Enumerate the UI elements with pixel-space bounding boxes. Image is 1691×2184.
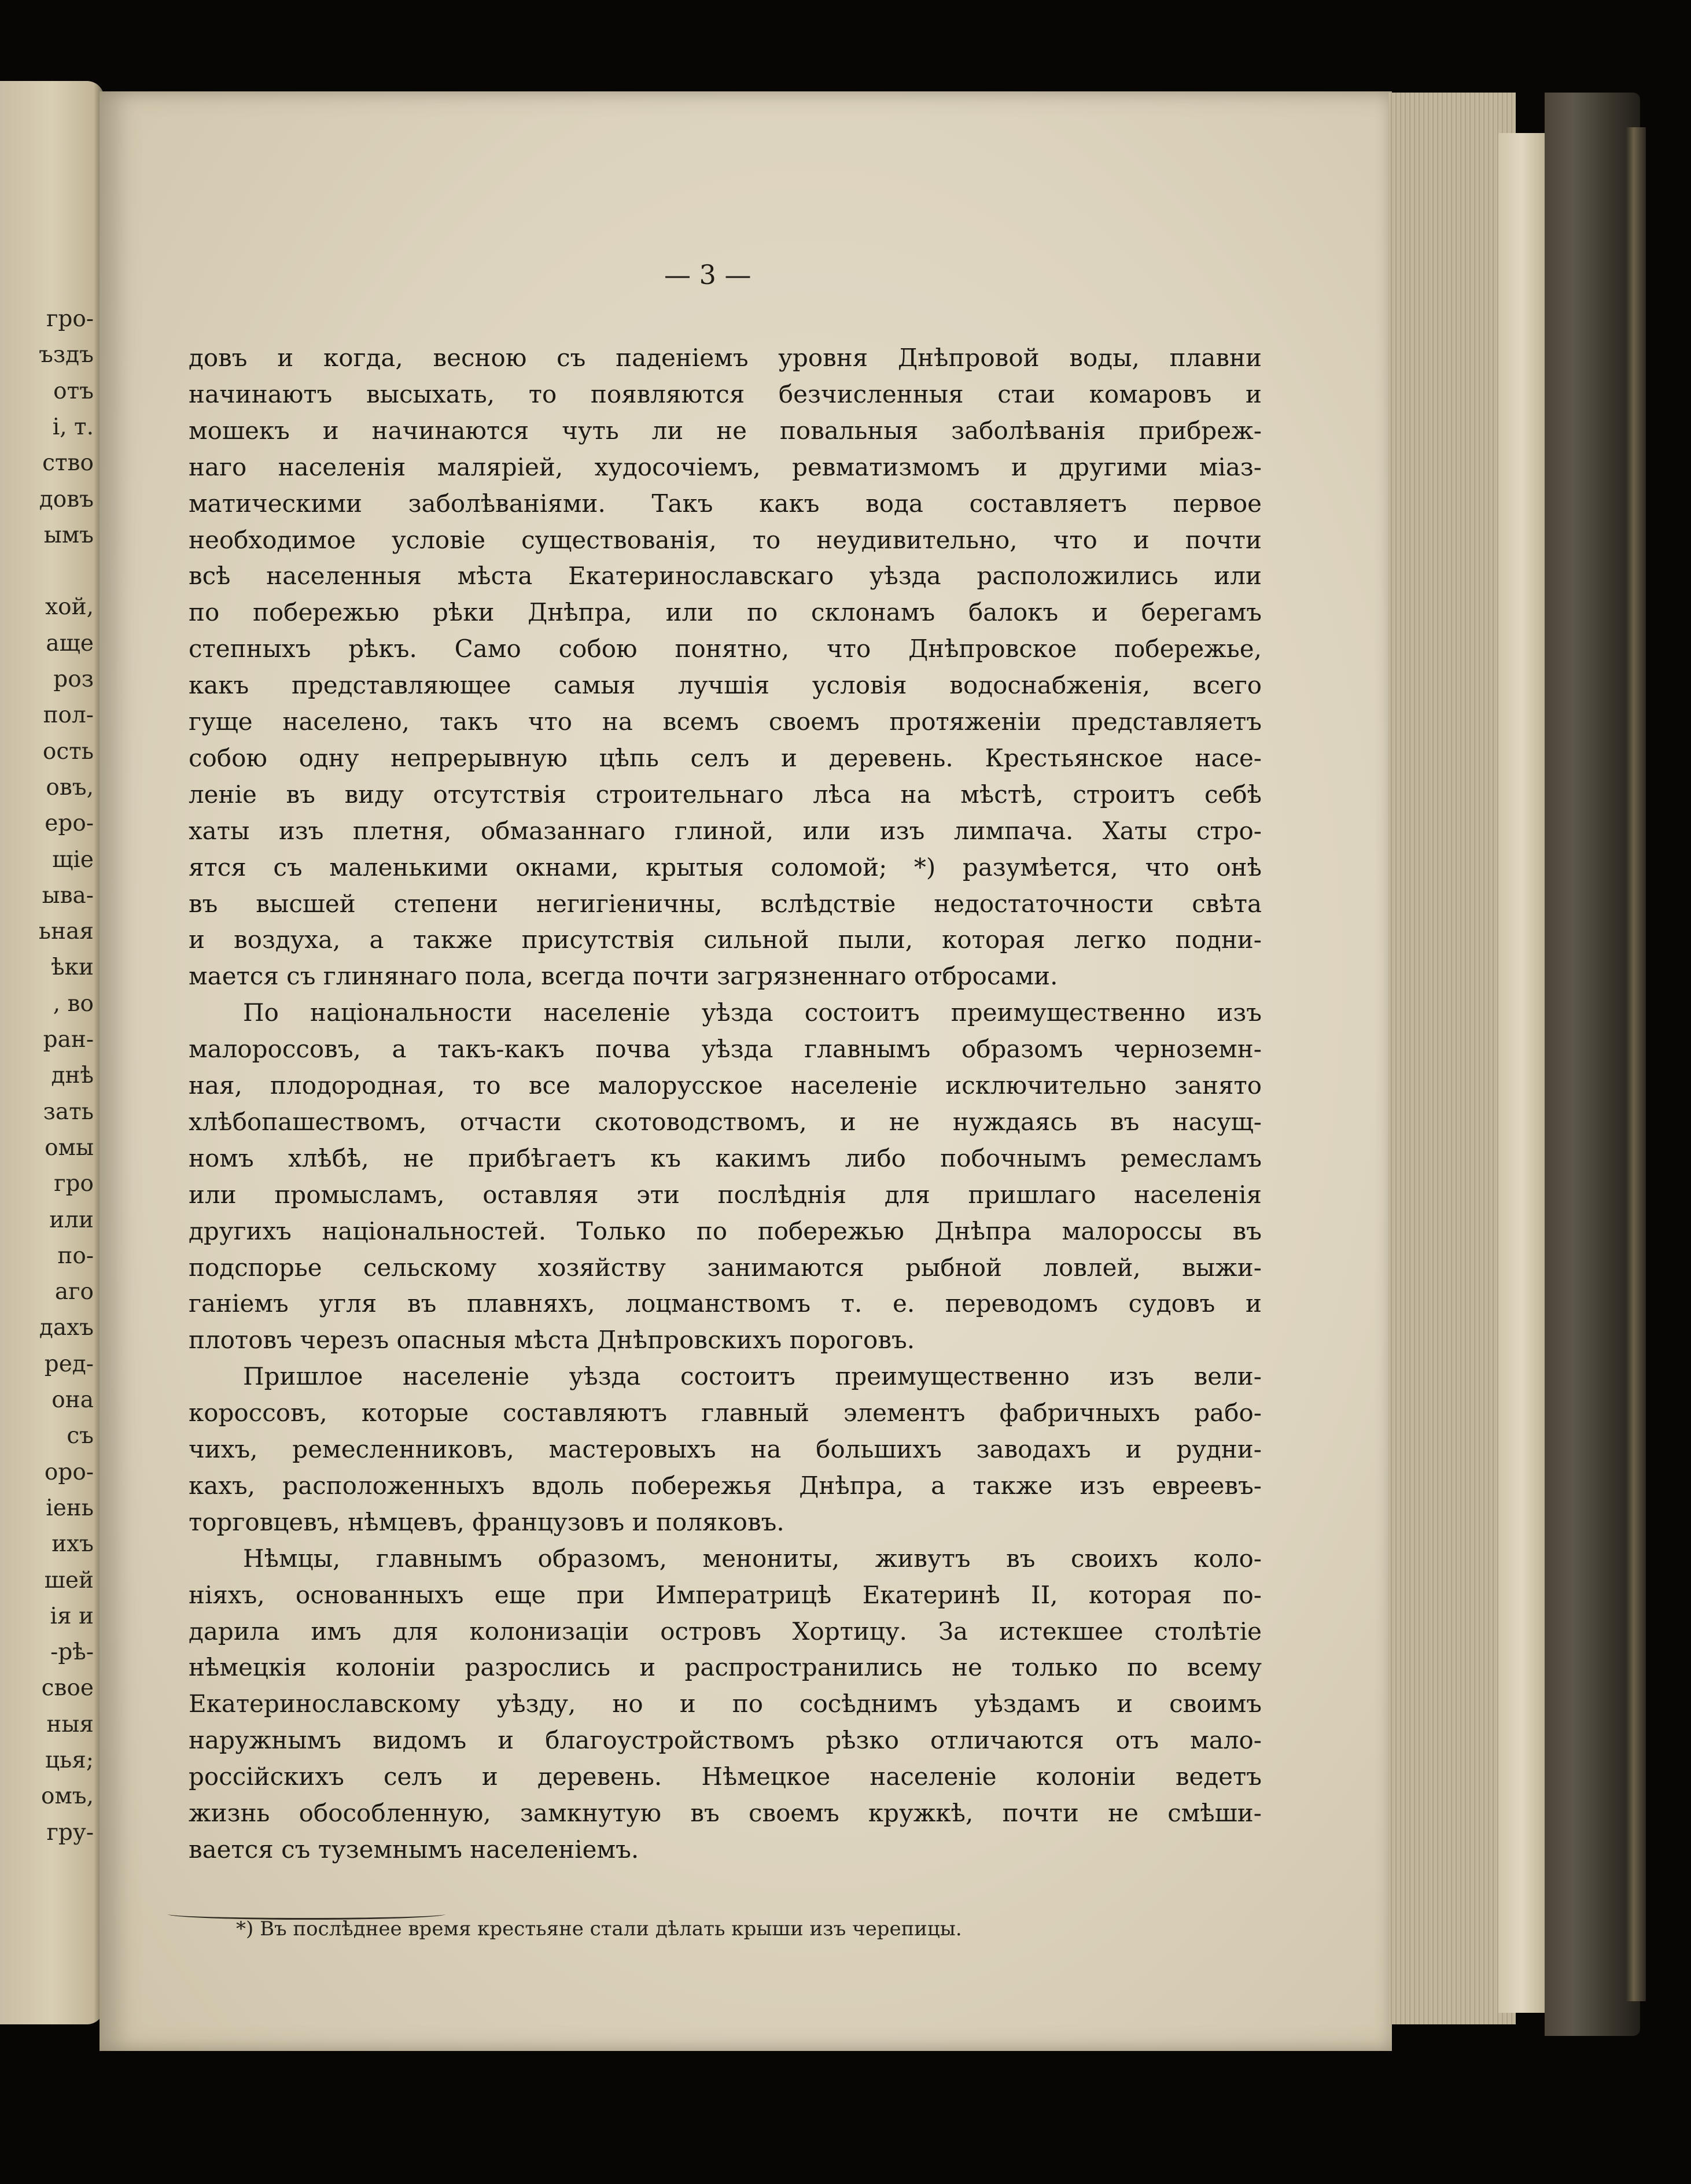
left-page-line: свое (41, 1675, 94, 1702)
text-line: гуще населено, такъ что на всемъ своемъ протяженіи представляетъ (189, 707, 1262, 736)
text-line: въ высшей степени негигіеничны, вслѣдствіе недостаточности свѣта (189, 889, 1262, 918)
left-page-line: по- (57, 1242, 94, 1269)
left-page-line: омы (45, 1134, 94, 1161)
left-page-line: оро- (44, 1459, 94, 1485)
text-line: плотовъ черезъ опасныя мѣста Днѣпровскихъ пороговъ. (189, 1326, 915, 1355)
left-page-line: зать (43, 1098, 94, 1125)
text-line: хаты изъ плетня, обмазаннаго глиной, или изъ лимпача. Хаты стро- (189, 816, 1262, 845)
text-line: Екатеринославскому уѣзду, но и по сосѣднимъ уѣздамъ и своимъ (189, 1689, 1262, 1718)
text-line: другихъ національностей. Только по побережью Днѣпра малороссы въ (189, 1216, 1262, 1245)
left-page-line: овъ, (46, 774, 94, 800)
left-page-line: іень (46, 1495, 94, 1521)
text-line: всѣ населенныя мѣста Екатеринославскаго уѣзда расположились или (189, 562, 1262, 591)
left-page-line: довъ (39, 486, 94, 512)
text-line: матическими заболѣваніями. Такъ какъ вода составляетъ первое (189, 489, 1262, 518)
left-page-line: съ (67, 1423, 94, 1449)
text-line: жизнь обособленную, замкнутую въ своемъ кружкѣ, почти не смѣши- (189, 1799, 1262, 1827)
left-page-line: ость (42, 738, 94, 765)
text-line: чихъ, ремесленниковъ, мастеровыхъ на большихъ заводахъ и рудни- (189, 1435, 1262, 1463)
left-page-line: дахъ (39, 1315, 94, 1341)
left-page-line: ред- (44, 1351, 94, 1377)
text-line: нѣмецкія колоніи разрослись и распространились не только по всему (189, 1653, 1262, 1682)
footnote: *) Въ послѣднее время крестьяне стали дѣлать крыши изъ черепицы. (236, 1917, 962, 1940)
left-page-line: ыва- (42, 882, 94, 909)
left-page-line: щіе (52, 846, 94, 873)
page-edge-strip (1498, 133, 1545, 2013)
left-page-line: аще (46, 630, 94, 656)
text-line: какъ представляющее самыя лучшія условія водоснабженія, всего (189, 671, 1262, 700)
left-page-line: ъздъ (39, 342, 94, 368)
left-page-line: ѣки (51, 954, 94, 981)
left-page-line: или (49, 1207, 94, 1233)
left-page-line: гро- (46, 306, 94, 332)
text-line: леніе въ виду отсутствія строительнаго лѣса на мѣстѣ, строитъ себѣ (189, 780, 1262, 809)
text-line: довъ и когда, весною съ паденіемъ уровня Днѣпровой воды, плавни (189, 344, 1262, 372)
left-page-line: хой, (45, 594, 94, 621)
left-page-line: днѣ (51, 1063, 94, 1089)
text-line: наго населенія маляріей, худосочіемъ, ревматизмомъ и другими міаз- (189, 452, 1262, 481)
text-line: торговцевъ, нѣмцевъ, французовъ и поляковъ. (189, 1507, 784, 1536)
text-line: кахъ, расположенныхъ вдоль побережья Днѣпра, а также изъ евреевъ- (189, 1471, 1262, 1500)
left-page-line: еро- (45, 810, 94, 837)
left-page-line: гру- (46, 1819, 94, 1846)
left-page-line: шей (44, 1567, 94, 1593)
text-line: степныхъ рѣкъ. Само собою понятно, что Днѣпровское побережье, (189, 634, 1262, 663)
text-line: необходимое условіе существованія, то неудивительно, что и почти (189, 525, 1262, 554)
text-line: собою одну непрерывную цѣпь селъ и деревень. Крестьянское насе- (189, 743, 1262, 772)
left-page-line: ихъ (51, 1531, 94, 1558)
text-line: короссовъ, которые составляютъ главный элементъ фабричныхъ рабо- (189, 1399, 1262, 1427)
left-page-line: она (51, 1387, 94, 1413)
left-page-line: ран- (43, 1027, 94, 1053)
book-cover-edge (1626, 127, 1646, 2001)
text-line: номъ хлѣбѣ, не прибѣгаетъ къ какимъ либо побочнымъ ремесламъ (189, 1143, 1262, 1172)
text-line: вается съ туземнымъ населеніемъ. (189, 1835, 639, 1864)
left-page-line: гро (54, 1171, 94, 1197)
text-line: мошекъ и начинаются чуть ли не повальныя заболѣванія прибреж- (189, 416, 1262, 445)
left-page-line: роз (53, 666, 94, 692)
left-page-line: ымъ (43, 522, 94, 548)
left-page-fragment (0, 81, 104, 2024)
left-page-line: і, т. (52, 414, 94, 440)
text-line: по побережью рѣки Днѣпра, или по склонамъ балокъ и берегамъ (189, 598, 1262, 627)
text-line: малороссовъ, а такъ-какъ почва уѣзда главнымъ образомъ черноземн- (189, 1035, 1262, 1064)
left-page-line: -рѣ- (50, 1639, 94, 1666)
text-line: мается съ глинянаго пола, всегда почти загрязненнаго отбросами. (189, 962, 1058, 991)
left-page-line: пол- (43, 702, 94, 729)
text-line: ганіемъ угля въ плавняхъ, лоцманствомъ т. е. переводомъ судовъ и (189, 1289, 1262, 1318)
text-line: и воздуха, а также присутствія сильной пыли, которая легко подни- (189, 925, 1262, 954)
text-line: наружнымъ видомъ и благоустройствомъ рѣзко отличаются отъ мало- (189, 1726, 1262, 1755)
page-number: — 3 — (664, 259, 751, 290)
text-line: ніяхъ, основанныхъ еще при Императрицѣ Екатеринѣ II, которая по- (189, 1580, 1262, 1609)
left-page-line: ство (42, 450, 94, 477)
text-line: ная, плодородная, то все малорусское населеніе исключительно занято (189, 1071, 1262, 1100)
text-line: россійскихъ селъ и деревень. Нѣмецкое населеніе колоніи ведетъ (189, 1762, 1262, 1791)
text-line: хлѣбопашествомъ, отчасти скотоводствомъ, и не нуждаясь въ насущ- (189, 1107, 1262, 1136)
left-page-line: цья; (45, 1747, 94, 1773)
text-line: ятся съ маленькими окнами, крытыя соломой; *) разумѣется, что онѣ (189, 853, 1262, 881)
left-page-line: ныя (46, 1711, 94, 1737)
text-line: Пришлое населеніе уѣзда состоитъ преимущественно изъ вели- (243, 1362, 1262, 1391)
left-page-line: ьная (38, 918, 94, 945)
left-page-line: омъ, (40, 1783, 94, 1810)
text-line: По національности населеніе уѣзда состоитъ преимущественно изъ (243, 998, 1262, 1027)
page-edges (1388, 93, 1516, 2024)
text-line: начинаютъ высыхать, то появляются безчисленныя стаи комаровъ и (189, 379, 1262, 408)
text-line: Нѣмцы, главнымъ образомъ, менониты, живутъ въ своихъ коло- (243, 1544, 1262, 1573)
left-page-line: аго (54, 1279, 94, 1305)
left-page-line: отъ (53, 378, 94, 404)
text-line: дарила имъ для колонизаціи островъ Хортицу. За истекшее столѣтіе (189, 1617, 1262, 1646)
left-page-line: ія и (50, 1603, 94, 1629)
text-line: подспорье сельскому хозяйству занимаются рыбной ловлей, выжи- (189, 1253, 1262, 1282)
text-line: или промысламъ, оставляя эти послѣднія для пришлаго населенія (189, 1180, 1262, 1209)
left-page-line: , во (53, 990, 94, 1017)
